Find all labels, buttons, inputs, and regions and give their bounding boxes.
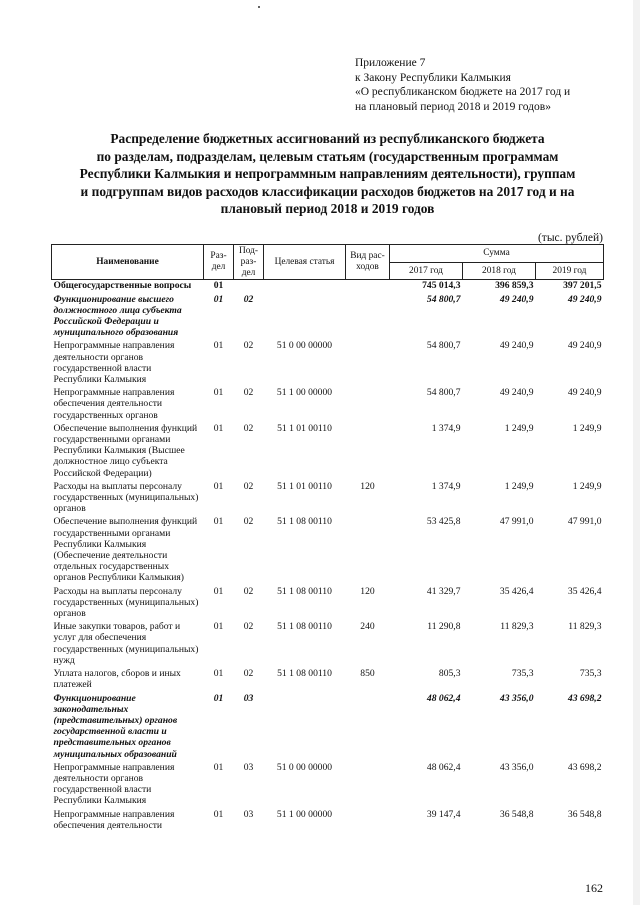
row-kind: 120	[360, 480, 375, 492]
row-kind	[346, 423, 390, 481]
row-value-2019: 11 829,3	[568, 621, 602, 633]
row-value-2018: 49 240,9	[499, 340, 534, 352]
row-target: 51 1 01 00110	[277, 480, 332, 492]
row-name: Непрограммные направления обеспечения деятельности	[53, 808, 175, 831]
budget-table	[51, 244, 604, 833]
row-target: 51 1 00 00000	[276, 387, 333, 399]
appendix-line: «О республиканском бюджете на 2017 год и	[355, 86, 571, 98]
row-section: 01	[213, 480, 224, 492]
row-value-2017: 53 425,8	[426, 516, 461, 528]
header-kind: Вид рас-ходов	[346, 245, 390, 280]
row-section: 01	[213, 280, 224, 292]
title-line: плановый период 2018 и 2019 годов	[220, 201, 435, 216]
row-kind	[346, 340, 390, 387]
row-name: Иные закупки товаров, работ и услуг для обеспечения государственных (муниципальных) нужд	[53, 621, 199, 666]
header-2018: 2018 год	[463, 262, 536, 280]
title-line: по разделам, подразделам, целевым статьям (государственным программам	[96, 148, 559, 164]
row-value-2018: 11 829,3	[500, 621, 534, 633]
row-kind	[346, 280, 390, 294]
row-name: Непрограммные направления обеспечения деятельности государственных органов	[53, 387, 175, 421]
row-subsection: 02	[243, 480, 254, 492]
table-row	[52, 481, 604, 517]
row-value-2019: 49 240,9	[567, 387, 602, 399]
header-name: Наименование	[52, 245, 204, 280]
row-subsection: 03	[243, 692, 254, 704]
row-value-2019: 1 249,9	[572, 480, 602, 492]
row-kind	[346, 762, 390, 809]
row-section: 01	[213, 387, 224, 399]
table-row	[52, 340, 604, 387]
row-name: Обеспечение выполнения функций государственными органами Республики Калмыкия (Высшее должностное лицо субъекта Российской Федерации)	[53, 422, 198, 479]
row-target: 51 1 00 00000	[276, 808, 333, 820]
header-2019: 2019 год	[536, 262, 604, 280]
appendix-line: к Закону Республики Калмыкия	[355, 71, 511, 84]
row-kind	[346, 387, 390, 423]
header-section: Раз-дел	[204, 245, 234, 280]
row-value-2018: 47 991,0	[499, 516, 534, 528]
row-subsection: 02	[243, 516, 254, 528]
scan-edge	[633, 0, 640, 905]
row-kind	[346, 294, 390, 341]
row-value-2017: 48 062,4	[426, 692, 461, 704]
row-value-2018: 735,3	[511, 668, 534, 680]
row-target: 51 1 01 00110	[277, 422, 332, 434]
table-row	[52, 668, 604, 692]
row-kind	[346, 693, 390, 762]
page-number: 162	[585, 881, 603, 895]
row-name: Общегосударственные вопросы	[53, 280, 192, 292]
header-subsection: Под-раз-дел	[234, 245, 264, 280]
row-section: 01	[213, 293, 224, 305]
row-section: 01	[213, 585, 224, 597]
row-kind: 120	[360, 585, 375, 597]
row-section: 01	[213, 516, 224, 528]
row-value-2017: 54 800,7	[426, 387, 461, 399]
header-target: Целевая статья	[264, 245, 346, 280]
row-value-2019: 735,3	[579, 668, 602, 680]
row-value-2018: 43 356,0	[499, 692, 534, 704]
row-value-2019: 397 201,5	[563, 280, 602, 292]
row-target: 51 0 00 00000	[276, 761, 333, 773]
row-subsection: 02	[243, 422, 254, 434]
appendix-note	[355, 56, 625, 114]
appendix-line: на плановый период 2018 и 2019 годов»	[355, 100, 551, 113]
row-target: 51 1 08 00110	[277, 621, 332, 633]
title-line: и подгруппам видов расходов классификации расходов бюджетов на 2017 год и на	[80, 183, 575, 199]
row-value-2017: 41 329,7	[426, 585, 461, 597]
row-name: Обеспечение выполнения функций государственными органами Республики Калмыкия (Обеспечение деятельности отдельных государственных органов Республики Калмыкия)	[53, 516, 198, 584]
row-section: 01	[213, 761, 224, 773]
row-name: Уплата налогов, сборов и иных платежей	[53, 668, 181, 691]
row-value-2017: 1 374,9	[431, 480, 461, 492]
row-section: 01	[213, 621, 224, 633]
row-section: 01	[213, 808, 224, 820]
row-value-2019: 49 240,9	[567, 340, 602, 352]
row-target: 51 1 08 00110	[277, 585, 332, 597]
row-value-2019: 49 240,9	[567, 293, 602, 305]
row-value-2018: 43 356,0	[499, 761, 534, 773]
row-section: 01	[213, 340, 224, 352]
row-target: 51 1 08 00110	[277, 516, 332, 528]
table-row	[52, 294, 604, 341]
units-note: (тыс. рублей)	[537, 232, 603, 244]
row-section: 01	[213, 422, 224, 434]
header-2017: 2017 год	[390, 262, 463, 280]
row-name: Непрограммные направления деятельности органов государственной власти Республики Калмыкия	[53, 340, 175, 386]
table-row	[52, 762, 604, 809]
row-value-2017: 745 014,3	[422, 280, 461, 292]
table-row	[52, 693, 604, 762]
row-value-2018: 49 240,9	[499, 293, 534, 305]
row-target: 51 1 08 00110	[277, 668, 332, 680]
row-value-2019: 43 698,2	[567, 761, 602, 773]
row-subsection: 03	[243, 761, 254, 773]
row-section: 01	[213, 692, 224, 704]
row-value-2018: 36 548,8	[499, 808, 534, 820]
row-kind: 850	[360, 668, 375, 680]
row-value-2017: 54 800,7	[426, 293, 461, 305]
row-kind	[346, 516, 390, 585]
table-row	[52, 516, 604, 585]
row-subsection: 02	[243, 585, 254, 597]
row-subsection	[234, 280, 264, 294]
row-target: 51 0 00 00000	[276, 340, 333, 352]
row-name: Расходы на выплаты персоналу государственных (муниципальных) органов	[53, 480, 199, 515]
row-target	[264, 693, 346, 762]
row-subsection: 02	[243, 293, 254, 305]
row-target	[264, 280, 346, 294]
title-line: Распределение бюджетных ассигнований из республиканского бюджета	[110, 131, 545, 146]
row-kind	[346, 809, 390, 833]
row-section: 01	[213, 668, 224, 680]
title-line: Республики Калмыкия и непрограммным направлениям деятельности), группам	[79, 166, 576, 181]
row-value-2017: 54 800,7	[426, 340, 461, 352]
document-title	[55, 130, 600, 218]
row-subsection: 02	[243, 387, 254, 399]
table-body	[52, 280, 604, 833]
row-value-2018: 35 426,4	[499, 585, 534, 597]
row-value-2017: 1 374,9	[431, 422, 461, 434]
scan-speck	[258, 6, 260, 8]
table-row	[52, 809, 604, 833]
row-value-2019: 36 548,8	[567, 808, 602, 820]
row-value-2018: 396 859,3	[495, 280, 534, 292]
row-value-2019: 35 426,4	[567, 585, 602, 597]
row-name: Расходы на выплаты персоналу государственных (муниципальных) органов	[53, 585, 199, 620]
row-value-2019: 43 698,2	[567, 692, 602, 704]
row-subsection: 02	[243, 621, 254, 633]
table-row	[52, 387, 604, 423]
table-row	[52, 586, 604, 622]
table-row	[52, 621, 604, 668]
row-name: Непрограммные направления деятельности органов государственной власти Республики Калмыкия	[53, 761, 175, 807]
row-subsection: 03	[243, 808, 254, 820]
row-kind: 240	[360, 621, 375, 633]
row-target	[264, 294, 346, 341]
table-row	[52, 423, 604, 481]
row-value-2018: 49 240,9	[499, 387, 534, 399]
row-name: Функционирование высшего должностного лица субъекта Российской Федерации и муниципального образования	[53, 293, 182, 339]
header-sum: Сумма	[390, 245, 604, 263]
row-value-2018: 1 249,9	[504, 422, 534, 434]
row-value-2019: 1 249,9	[572, 422, 602, 434]
row-name: Функционирование законодательных (представительных) органов государственной власти и представительных органов муниципальных образований	[53, 692, 178, 760]
row-value-2017: 48 062,4	[426, 761, 461, 773]
row-value-2019: 47 991,0	[567, 516, 602, 528]
row-value-2017: 39 147,4	[426, 808, 461, 820]
table-row	[52, 280, 604, 294]
table-header	[52, 245, 604, 280]
row-subsection: 02	[243, 340, 254, 352]
row-value-2018: 1 249,9	[504, 480, 534, 492]
row-subsection: 02	[243, 668, 254, 680]
appendix-line: Приложение 7	[355, 57, 426, 69]
row-value-2017: 11 290,8	[427, 621, 461, 633]
row-value-2017: 805,3	[438, 668, 461, 680]
